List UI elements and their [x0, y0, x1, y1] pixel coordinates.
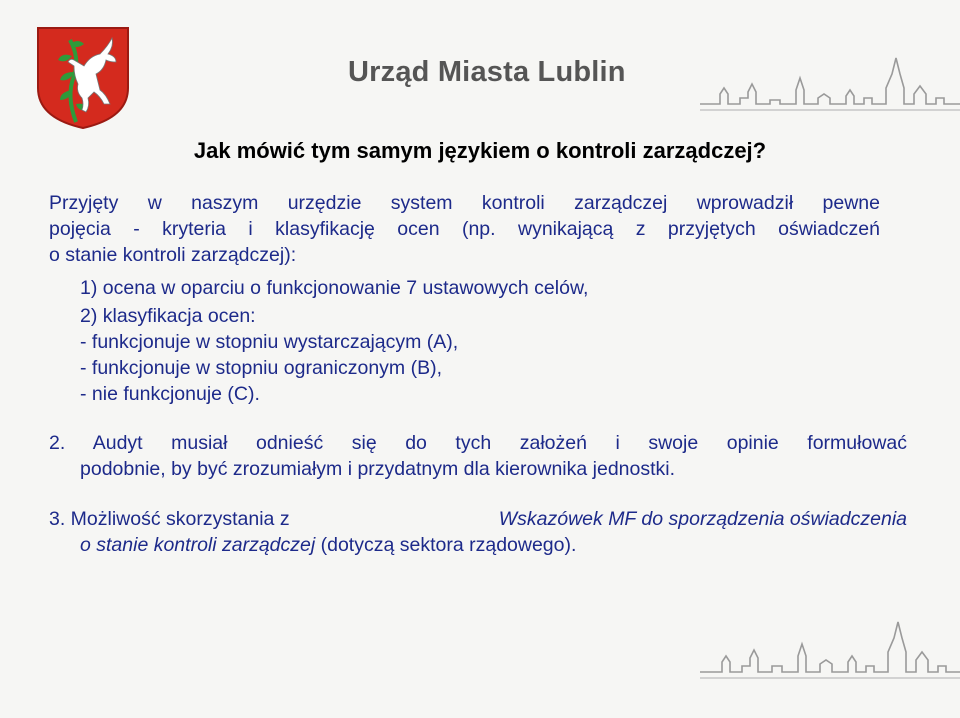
point-3-line-2 — [80, 532, 576, 558]
intro-line-2: pojęcia - kryteria i klasyfikację ocen (np. wynikającą z przyjętych oświadczeń — [49, 218, 880, 240]
list-item: - funkcjonuje w stopniu ograniczonym (B), — [80, 357, 442, 379]
list-item: 2) klasyfikacja ocen: — [80, 305, 256, 327]
intro-line-1: Przyjęty w naszym urzędzie system kontroli zarządczej wprowadził pewne — [49, 192, 880, 214]
city-skyline-icon — [700, 54, 960, 118]
point-3-italic-title-cont: o stanie kontroli zarządczej — [80, 534, 316, 556]
point-3-suffix: (dotyczą sektora rządowego). — [315, 534, 577, 556]
intro-line-3: o stanie kontroli zarządczej): — [49, 244, 297, 266]
point-3-prefix: 3. Możliwość skorzystania z — [49, 508, 295, 530]
point-2-line-1: 2. Audyt musiał odnieść się do tych założeń i swoje opinie formułować — [49, 432, 907, 454]
point-3-italic-title: Wskazówek MF do sporządzenia oświadczenia — [498, 508, 907, 530]
list-item: 1) ocena w oparciu o funkcjonowanie 7 ustawowych celów, — [80, 277, 589, 299]
list-item: - nie funkcjonuje (C). — [80, 383, 260, 405]
list-item: - funkcjonuje w stopniu wystarczającym (A), — [80, 331, 459, 353]
slide-title: Jak mówić tym samym językiem o kontroli zarządczej? — [193, 138, 767, 163]
city-skyline-icon — [700, 616, 960, 686]
lublin-coat-of-arms-icon — [36, 26, 130, 130]
organization-name: Urząd Miasta Lublin — [348, 56, 626, 88]
point-2-line-2: podobnie, by być zrozumiałym i przydatnym dla kierownika jednostki. — [80, 458, 676, 480]
point-3-line-1 — [49, 506, 907, 532]
